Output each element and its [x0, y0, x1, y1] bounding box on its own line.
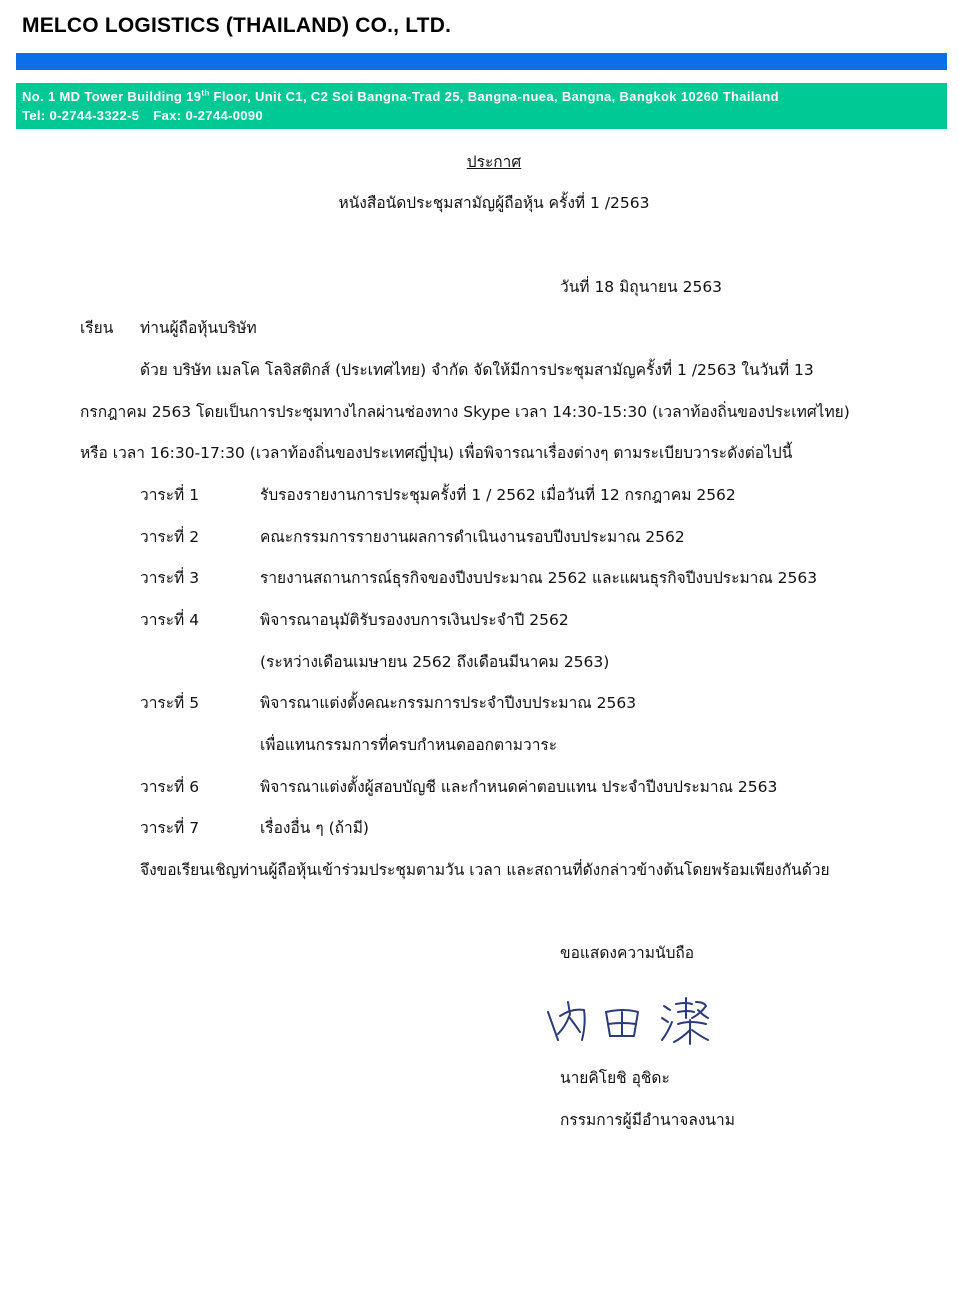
address-line: [22, 87, 947, 106]
agenda-label: วาระที่ 5: [140, 694, 200, 712]
contact-line: [22, 106, 947, 125]
address-sup: th: [201, 88, 210, 98]
address-prefix: No. 1 MD Tower Building 19: [22, 89, 202, 104]
to-label: เรียน: [80, 319, 114, 337]
body-paragraph-line: ด้วย บริษัท เมลโค โลจิสติกส์ (ประเทศไทย) จำกัด จัดให้มีการประชุมสามัญครั้งที่ 1 /2563 ในวันที่ 13: [140, 361, 814, 379]
signer-name: นายคิโยชิ อุชิดะ: [560, 1069, 670, 1087]
closing-text: จึงขอเรียนเชิญท่านผู้ถือหุ้นเข้าร่วมประชุมตามวัน เวลา และสถานที่ดังกล่าวข้างต้นโดยพร้อมเพียงกันด้วย: [140, 861, 830, 879]
agenda-label: วาระที่ 3: [140, 569, 200, 587]
fax-text: Fax: 0-2744-0090: [153, 108, 264, 123]
address-suffix: Floor, Unit C1, C2 Soi Bangna-Trad 25, Bangna-nuea, Bangna, Bangkok 10260 Thailand: [209, 89, 779, 104]
body-paragraph-line: หรือ เวลา 16:30-17:30 (เวลาท้องถิ่นของประเทศญี่ปุ่น) เพื่อพิจารณาเรื่องต่างๆ ตามระเบียบวาระดังต่อไปนี้: [80, 444, 793, 462]
agenda-text: เรื่องอื่น ๆ (ถ้ามี): [260, 819, 369, 837]
regards-text: ขอแสดงความนับถือ: [560, 944, 695, 962]
handwritten-signature: [540, 990, 720, 1050]
header-blue-bar: [16, 53, 947, 70]
letter-date: วันที่ 18 มิถุนายน 2563: [560, 278, 723, 296]
agenda-text: พิจารณาแต่งตั้งคณะกรรมการประจำปีงบประมาณ 2563: [260, 694, 637, 712]
agenda-text-continuation: (ระหว่างเดือนเมษายน 2562 ถึงเดือนมีนาคม 2563): [260, 653, 610, 671]
agenda-label: วาระที่ 6: [140, 778, 200, 796]
letter-subject: หนังสือนัดประชุมสามัญผู้ถือหุ้น ครั้งที่ 1 /2563: [338, 194, 650, 212]
agenda-label: วาระที่ 4: [140, 611, 200, 629]
body-paragraph-line: กรกฎาคม 2563 โดยเป็นการประชุมทางไกลผ่านช่องทาง Skype เวลา 14:30-15:30 (เวลาท้องถิ่นของประเทศไทย): [80, 403, 850, 421]
agenda-text: รายงานสถานการณ์ธุรกิจของปีงบประมาณ 2562 และแผนธุรกิจปีงบประมาณ 2563: [260, 569, 818, 587]
agenda-text: พิจารณาแต่งตั้งผู้สอบบัญชี และกำหนดค่าตอบแทน ประจำปีงบประมาณ 2563: [260, 778, 778, 796]
company-name: MELCO LOGISTICS (THAILAND) CO., LTD.: [22, 14, 452, 37]
agenda-label: วาระที่ 7: [140, 819, 200, 837]
agenda-text: รับรองรายงานการประชุมครั้งที่ 1 / 2562 เมื่อวันที่ 12 กรกฎาคม 2562: [260, 486, 736, 504]
signer-title: กรรมการผู้มีอำนาจลงนาม: [560, 1111, 735, 1129]
agenda-text-continuation: เพื่อแทนกรรมการที่ครบกำหนดออกตามวาระ: [260, 736, 558, 754]
to-value: ท่านผู้ถือหุ้นบริษัท: [140, 319, 257, 337]
tel-text: Tel: 0-2744-3322-5: [22, 108, 140, 123]
agenda-text: คณะกรรมการรายงานผลการดำเนินงานรอบปีงบประมาณ 2562: [260, 528, 685, 546]
header-address-bar: [16, 83, 947, 129]
letter-heading: ประกาศ: [466, 153, 522, 171]
agenda-label: วาระที่ 1: [140, 486, 200, 504]
agenda-label: วาระที่ 2: [140, 528, 200, 546]
agenda-text: พิจารณาอนุมัติรับรองงบการเงินประจำปี 2562: [260, 611, 569, 629]
